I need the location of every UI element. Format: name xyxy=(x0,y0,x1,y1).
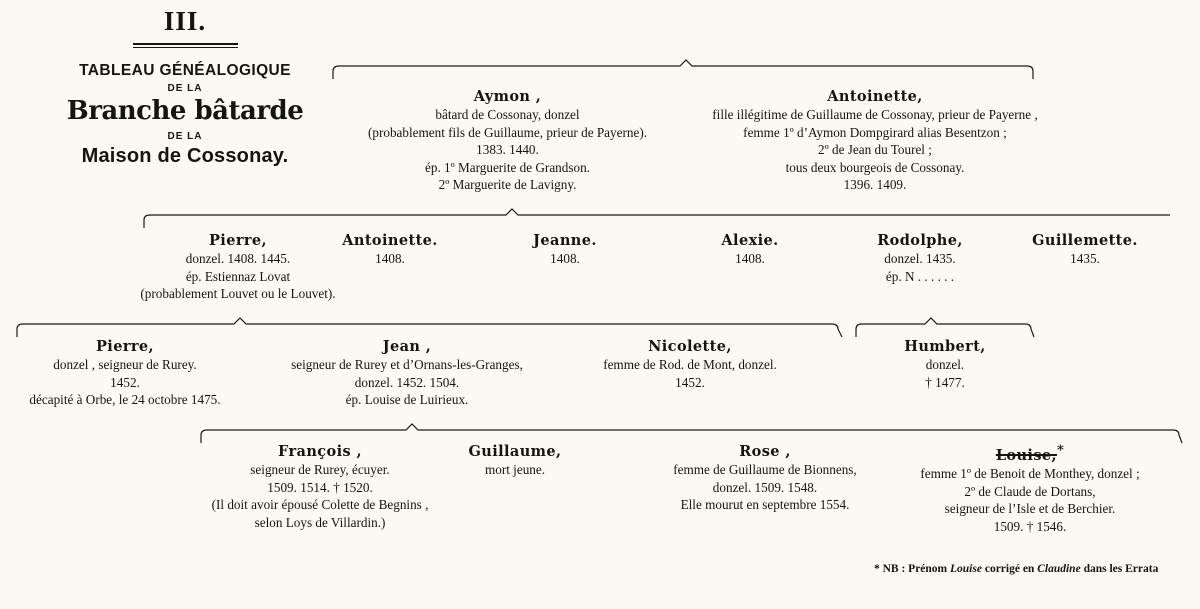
connector-generation-1 xyxy=(330,60,1040,80)
person-name: Guillaume, xyxy=(468,443,562,460)
person-detail: (Il doit avoir épousé Colette de Begnins , xyxy=(211,497,429,513)
person-name: Rodolphe, xyxy=(877,232,963,249)
person-alexie xyxy=(695,232,805,268)
person-name: Aymon , xyxy=(473,88,542,105)
title-divider xyxy=(133,43,238,48)
footnote-prefix: NB : Prénom xyxy=(882,563,948,575)
connector-generation-3-right xyxy=(853,318,1037,338)
person-detail: femme 1º d’Aymon Dompgirard alias Besentzon ; xyxy=(743,124,1007,140)
person-name: Guillemette. xyxy=(1032,232,1138,249)
person-detail: fille illégitime de Guillaume de Cossonay, prieur de Payerne , xyxy=(712,107,1038,123)
person-detail: 2º de Jean du Tourel ; xyxy=(818,142,932,158)
footnote xyxy=(874,563,1158,575)
person-detail: femme de Guillaume de Bionnens, xyxy=(673,462,857,478)
person-detail: femme de Rod. de Mont, donzel. xyxy=(603,357,777,373)
person-francois xyxy=(185,443,455,531)
person-detail: 1408. xyxy=(375,251,405,267)
person-detail: tous deux bourgeois de Cossonay. xyxy=(785,159,965,175)
person-detail: ép. Estiennaz Lovat xyxy=(185,268,291,284)
person-detail: ép. 1º Marguerite de Grandson. xyxy=(425,159,590,175)
plate-number: III. xyxy=(163,6,207,36)
connector-generation-4 xyxy=(198,424,1186,444)
person-detail: 1435. xyxy=(1070,251,1100,267)
person-detail: ép. N . . . . . . xyxy=(885,268,955,284)
person-detail: (probablement Louvet ou le Louvet). xyxy=(140,286,336,302)
person-detail: donzel. xyxy=(925,357,965,373)
person-nicolette xyxy=(560,338,820,391)
person-name: Rose , xyxy=(739,443,791,460)
person-detail: 2º Marguerite de Lavigny. xyxy=(438,177,577,193)
person-detail: donzel. 1509. 1548. xyxy=(712,479,818,495)
person-name: Pierre, xyxy=(209,232,267,249)
person-detail: 1408. xyxy=(550,251,580,267)
person-detail: 1452. xyxy=(110,374,140,390)
person-detail: ép. Louise de Luirieux. xyxy=(345,392,469,408)
footnote-middle: corrigé en xyxy=(984,563,1035,575)
person-detail: donzel. 1452. 1504. xyxy=(354,374,460,390)
person-antoinette-gen1 xyxy=(680,88,1070,194)
title-line-2: Branche bâtarde xyxy=(66,96,304,127)
person-guillaume-gen4 xyxy=(435,443,595,479)
title-line-3: Maison de Cossonay. xyxy=(81,144,289,167)
title-dela-2: DE LA xyxy=(167,130,203,142)
person-detail: 1509. 1514. † 1520. xyxy=(267,479,373,495)
person-rose xyxy=(625,443,905,514)
person-name: Antoinette. xyxy=(342,232,438,249)
person-name-text: Louise, xyxy=(995,446,1057,464)
person-name xyxy=(885,443,1175,465)
person-detail: 1408. xyxy=(735,251,765,267)
connector-generation-2 xyxy=(141,209,1173,229)
person-detail: 2º de Claude de Dortans, xyxy=(964,483,1096,499)
person-detail: 1396. 1409. xyxy=(843,177,907,193)
connector-generation-3-left xyxy=(14,318,844,338)
person-detail: donzel. 1408. 1445. xyxy=(185,251,291,267)
person-detail: mort jeune. xyxy=(484,462,546,478)
person-humbert xyxy=(855,338,1035,391)
person-detail: seigneur de Rurey et d’Ornans-les-Granges, xyxy=(291,357,523,373)
person-detail: † 1477. xyxy=(925,374,965,390)
person-name: Nicolette, xyxy=(648,338,732,355)
person-name: Pierre, xyxy=(96,338,154,355)
person-jean xyxy=(262,338,552,409)
person-detail: bâtard de Cossonay, donzel xyxy=(435,107,580,123)
person-louise xyxy=(885,443,1175,535)
person-pierre-gen3 xyxy=(0,338,250,409)
footnote-italic-corrected: Claudine xyxy=(1037,563,1081,575)
person-aymon xyxy=(330,88,685,194)
person-name: Humbert, xyxy=(904,338,986,355)
footnote-marker-ref: * xyxy=(1056,443,1065,458)
footnote-marker: * xyxy=(874,563,880,575)
person-detail: femme 1º de Benoit de Monthey, donzel ; xyxy=(920,465,1140,481)
person-detail: 1509. † 1546. xyxy=(993,518,1067,534)
person-detail: (probablement fils de Guillaume, prieur de Payerne). xyxy=(367,124,648,140)
person-name: Jeanne. xyxy=(533,232,597,249)
footnote-italic-original: Louise xyxy=(950,563,982,575)
title-dela-1: DE LA xyxy=(167,83,203,95)
title-line-1: TABLEAU GÉNÉALOGIQUE xyxy=(79,62,291,79)
person-detail: 1383. 1440. xyxy=(476,142,539,158)
person-detail: seigneur de Rurey, écuyer. xyxy=(250,462,390,478)
person-detail: 1452. xyxy=(675,374,705,390)
person-detail: selon Loys de Villardin.) xyxy=(254,514,386,530)
person-name: Alexie. xyxy=(721,232,779,249)
person-guillemette xyxy=(1010,232,1160,268)
person-detail: donzel , seigneur de Rurey. xyxy=(53,357,197,373)
person-detail: donzel. 1435. xyxy=(884,251,956,267)
person-detail: seigneur de l’Isle et de Berchier. xyxy=(944,501,1116,517)
person-rodolphe xyxy=(850,232,990,285)
person-detail: Elle mourut en septembre 1554. xyxy=(680,497,850,513)
title-block xyxy=(60,8,310,168)
person-jeanne xyxy=(510,232,620,268)
person-name: Antoinette, xyxy=(827,88,923,105)
footnote-suffix: dans les Errata xyxy=(1083,563,1159,575)
person-detail: décapité à Orbe, le 24 octobre 1475. xyxy=(29,392,221,408)
person-name: François , xyxy=(278,443,362,460)
person-name: Jean , xyxy=(382,338,432,355)
person-antoinette-gen2 xyxy=(325,232,455,268)
